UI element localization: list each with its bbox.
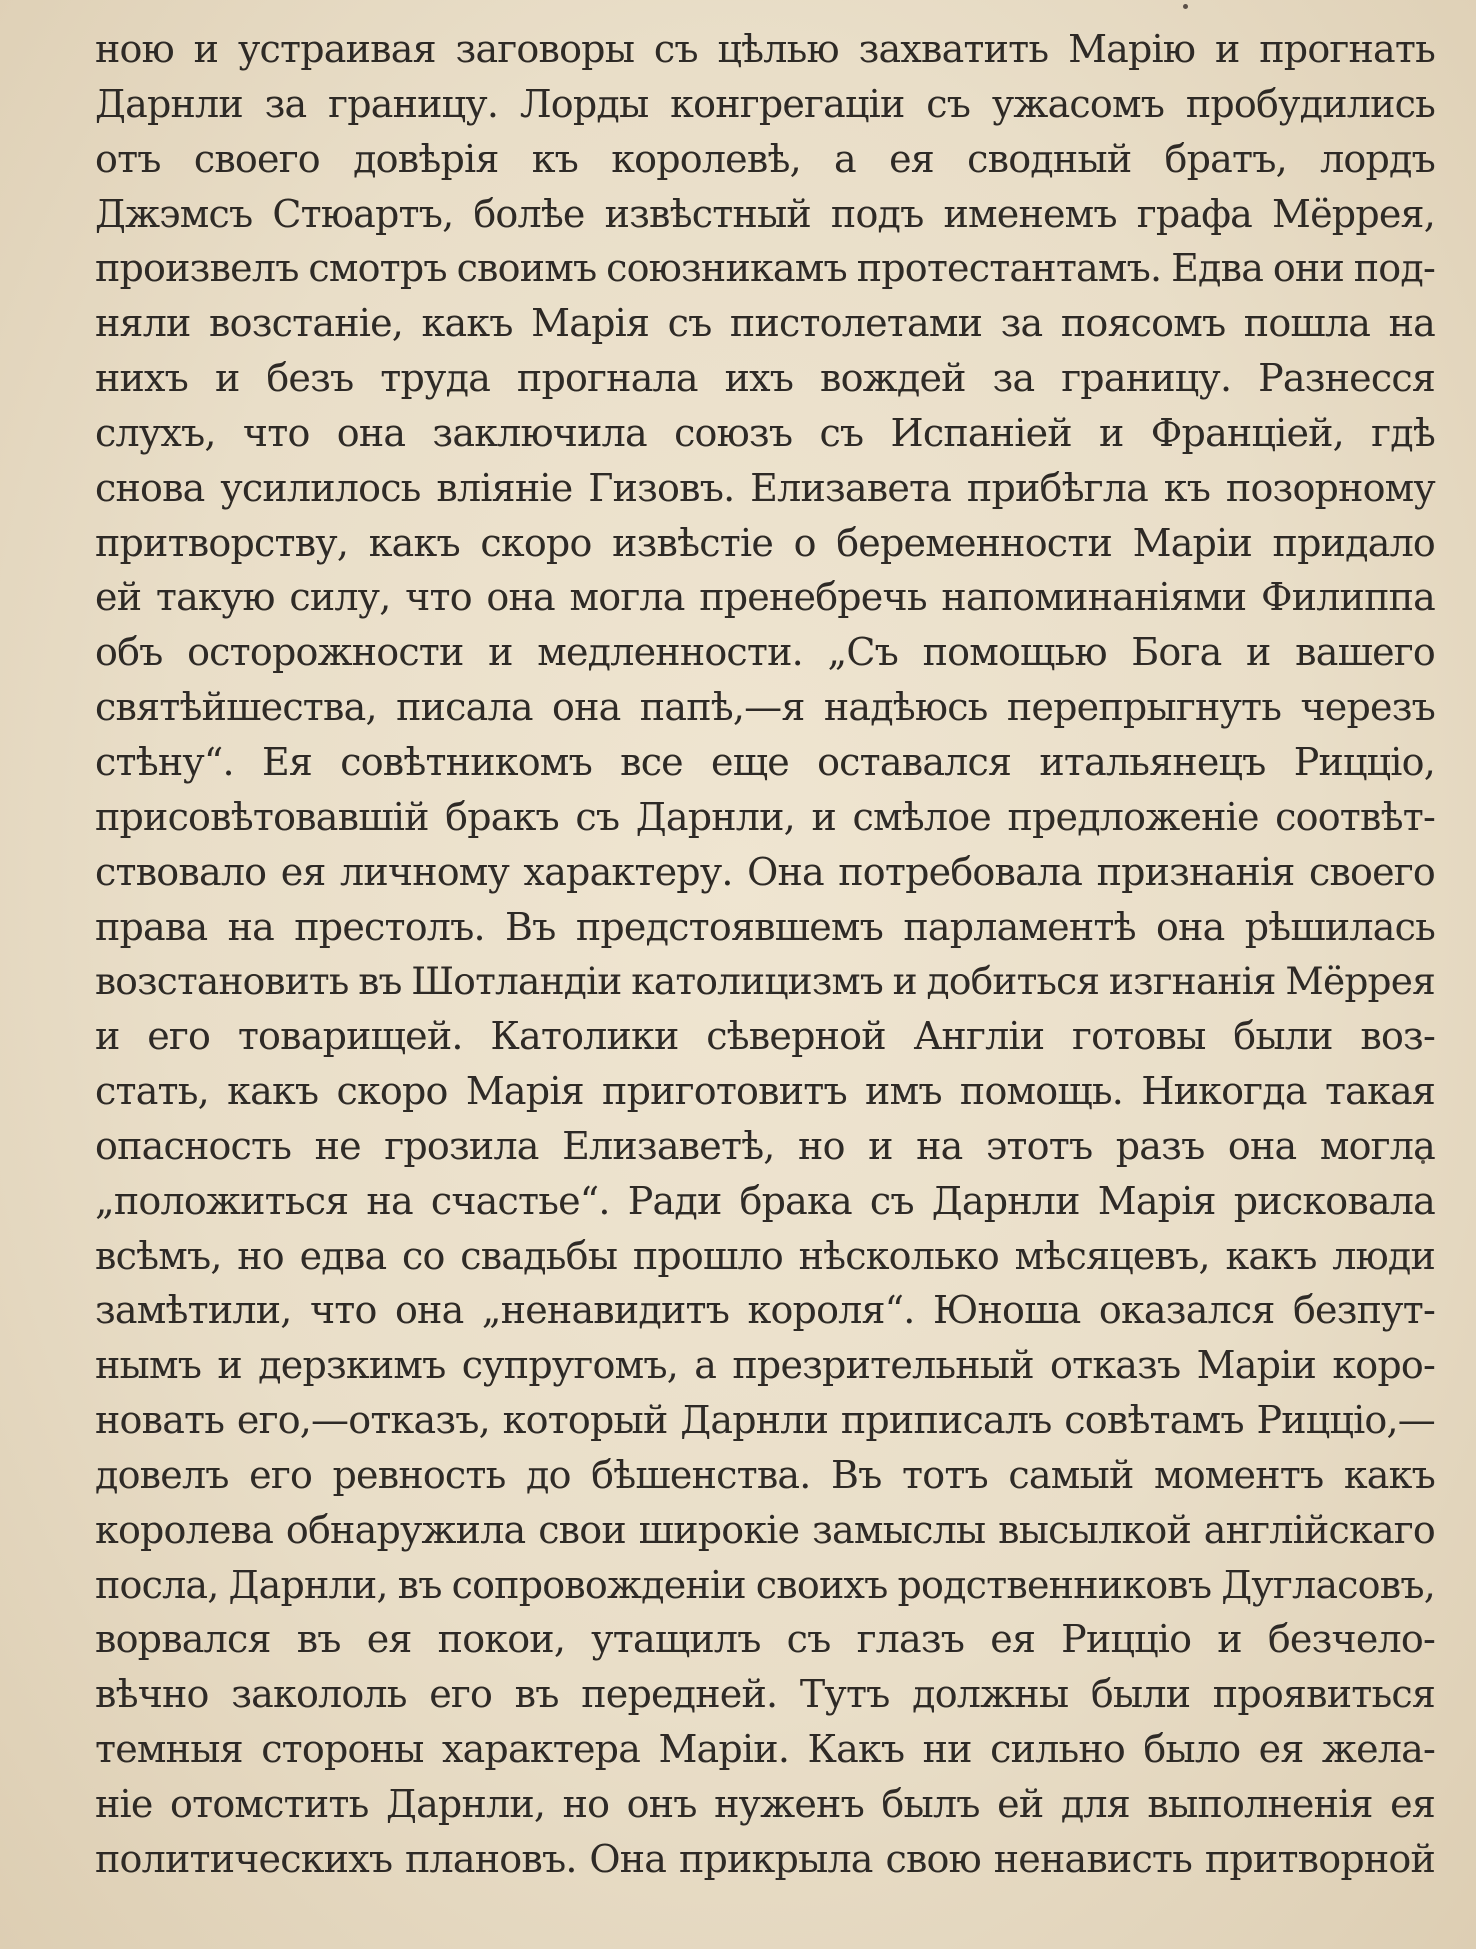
text-line: притворству, какъ скоро извѣстіе о беременности Маріи придало xyxy=(95,520,1435,565)
text-line: всѣмъ, но едва со свадьбы прошло нѣсколько мѣсяцевъ, какъ люди xyxy=(95,1233,1435,1278)
ink-speck xyxy=(1183,4,1188,9)
text-line: ворвался въ ея покои, утащилъ съ глазъ ея Рицціо и безчело- xyxy=(95,1617,1435,1662)
text-line: довелъ его ревность до бѣшенства. Въ тотъ самый моментъ какъ xyxy=(95,1452,1435,1497)
text-line: снова усилилось вліяніе Гизовъ. Елизавета прибѣгла къ позорному xyxy=(95,465,1435,510)
text-line: объ осторожности и медленности. „Съ помощью Бога и вашего xyxy=(95,630,1435,675)
text-line: опасность не грозила Елизаветѣ, но и на этотъ разъ она могла xyxy=(95,1123,1435,1168)
text-line: отъ своего довѣрія къ королевѣ, а ея сводный братъ, лордъ xyxy=(95,136,1435,181)
text-line: стать, какъ скоро Марія приготовитъ имъ помощь. Никогда такая xyxy=(95,1069,1435,1114)
text-line: нымъ и дерзкимъ супругомъ, а презрительный отказъ Маріи коро- xyxy=(95,1343,1435,1388)
text-line: „положиться на счастье“. Ради брака съ Дарнли Марія рисковала xyxy=(95,1178,1435,1223)
text-line: Дарнли за границу. Лорды конгрегаціи съ ужасомъ пробудились xyxy=(95,81,1435,126)
text-line: произвелъ смотръ своимъ союзникамъ протестантамъ. Едва они под- xyxy=(95,246,1435,291)
text-line: Джэмсъ Стюартъ, болѣе извѣстный подъ именемъ графа Мёррея, xyxy=(95,191,1435,236)
text-line: новать его,—отказъ, который Дарнли приписалъ совѣтамъ Рицціо,— xyxy=(95,1398,1435,1443)
text-line: нихъ и безъ труда прогнала ихъ вождей за границу. Разнесся xyxy=(95,356,1435,401)
text-line: королева обнаружила свои широкіе замыслы высылкой англійскаго xyxy=(95,1507,1435,1552)
text-line: ніе отомстить Дарнли, но онъ нуженъ былъ ей для выполненія ея xyxy=(95,1782,1435,1826)
text-line: святѣйшества, писала она папѣ,—я надѣюсь перепрыгнуть черезъ xyxy=(95,685,1435,730)
text-line: права на престолъ. Въ предстоявшемъ парламентѣ она рѣшилась xyxy=(95,904,1435,949)
text-line: темныя стороны характера Маріи. Какъ ни сильно было ея жела- xyxy=(95,1727,1435,1772)
text-line: и его товарищей. Католики сѣверной Англіи готовы были воз- xyxy=(95,1014,1435,1059)
text-line: ствовало ея личному характеру. Она потребовала признанія своего xyxy=(95,849,1435,894)
text-line: няли возстаніе, какъ Марія съ пистолетами за поясомъ пошла на xyxy=(95,301,1435,346)
text-line: политическихъ плановъ. Она прикрыла свою ненависть притворной xyxy=(95,1836,1435,1881)
text-line: посла, Дарнли, въ сопровожденіи своихъ родственниковъ Дугласовъ, xyxy=(95,1562,1435,1607)
text-line: ей такую силу, что она могла пренебречь напоминаніями Филиппа xyxy=(95,575,1435,620)
body-text xyxy=(95,22,1435,1887)
text-line: присовѣтовавшій бракъ съ Дарнли, и смѣлое предложеніе соотвѣт- xyxy=(95,794,1435,839)
text-line: слухъ, что она заключила союзъ съ Испаніей и Франціей, гдѣ xyxy=(95,410,1435,455)
text-line: ною и устраивая заговоры съ цѣлью захватить Марію и прогнать xyxy=(95,27,1435,71)
text-line: замѣтили, что она „ненавидитъ короля“. Юноша оказался безпут- xyxy=(95,1288,1435,1333)
text-line: стѣну“. Ея совѣтникомъ все еще оставался итальянецъ Рицціо, xyxy=(95,739,1435,784)
text-line: возстановить въ Шотландіи католицизмъ и добиться изгнанія Мёррея xyxy=(95,959,1435,1004)
text-line: вѣчно закололь его въ передней. Тутъ должны были проявиться xyxy=(95,1672,1435,1717)
